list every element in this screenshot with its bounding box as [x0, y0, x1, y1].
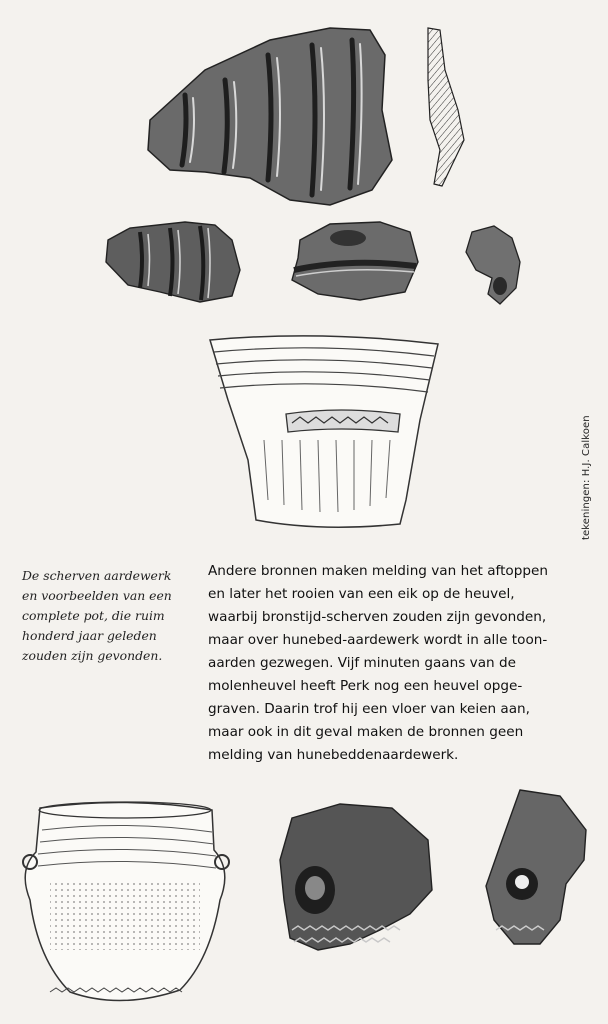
body-line: waarbij bronstijd-scherven zouden zijn gevonden, [208, 609, 547, 625]
body-line: Andere bronnen maken melding van het aftoppen [208, 563, 548, 579]
caption-line: complete pot, die ruim [22, 608, 165, 623]
body-line: aarden gezwegen. Vijf minuten gaans van de [208, 655, 516, 671]
caption-line: honderd jaar geleden [22, 628, 157, 643]
caption-line: en voorbeelden van een [22, 588, 172, 603]
perforated-sherd-drawing [486, 790, 586, 944]
figure-caption [22, 566, 182, 666]
beaker-pot-drawing [210, 336, 438, 527]
caption-line: De scherven aardewerk [22, 568, 172, 583]
body-line: graven. Daarin trof hij een vloer van keien aan, [208, 701, 530, 717]
caption-line: zouden zijn gevonden. [22, 648, 163, 663]
small-sherd-left-drawing [106, 222, 240, 302]
jar-pot-drawing [23, 802, 229, 1001]
illustration-credit: tekeningen: H.J. Calkoen [581, 415, 592, 540]
body-line: melding van hunebeddenaardewerk. [208, 747, 459, 763]
body-paragraph [208, 560, 600, 767]
body-line: maar over hunebed-aardewerk wordt in alle toon- [208, 632, 548, 648]
body-line: molenheuvel heeft Perk nog een heuvel opge- [208, 678, 523, 694]
lug-sherd-drawing [280, 804, 432, 950]
body-line: en later het rooien van een eik op de heuvel, [208, 586, 515, 602]
handle-sherd-drawing [466, 226, 520, 304]
body-line: maar ook in dit geval maken de bronnen geen [208, 724, 524, 740]
large-sherd-drawing [148, 28, 392, 205]
sherd-profile-drawing [428, 28, 464, 186]
small-sherd-middle-drawing [292, 222, 418, 300]
